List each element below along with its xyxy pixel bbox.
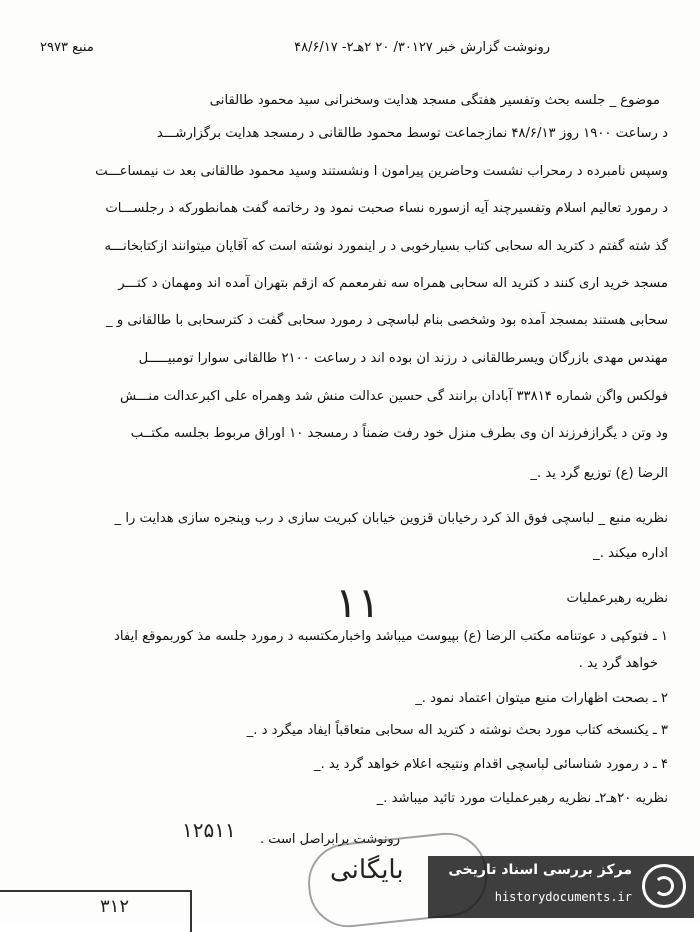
- watermark-text-fa: مرکز بررسی اسناد تاریخی: [448, 862, 632, 878]
- handwritten-mark: ۱۱: [335, 578, 381, 627]
- corner-box: [0, 890, 192, 932]
- body-line-4: گذ شته گفتم د کترید اله سحابی کتاب بسیارخوبی د ر اینمورد نوشته است که آقایان میتوانند ازکتابخانـــه: [104, 239, 668, 254]
- handwritten-number: ۱۲۵۱۱: [182, 818, 236, 842]
- conformity-note: رونوشت برابراصل است .: [259, 832, 400, 847]
- leadership-item-2: ۲ ـ بصحت اظهارات منبع میتوان اعتماد نمود ._: [415, 691, 668, 706]
- view-20-line: نظریه ۲۰هـ۲ـ نظریه رهبرعملیات مورد تائید میباشد ._: [376, 791, 668, 806]
- body-line-1: د رساعت ۱۹۰۰ روز ۴۸/۶/۱۳ نمازجماعت توسط محمود طالقانی د رمسجد هدایت برگزارشـــد: [156, 126, 668, 141]
- body-line-5: مسجد خرید اری کنند د کترید اله سحابی همراه سه نفرمعمم که ازقم بتهران آمده اند ومهمان د کتـــر: [118, 276, 668, 291]
- subject-line: موضوع _ جلسه بحث وتفسیر هفتگی مسجد هدایت وسخنرانی سید محمود طالقانی: [209, 93, 660, 108]
- watermark: [428, 856, 694, 918]
- archive-logo-icon: [642, 864, 686, 908]
- source-view-line-1: نظریه منبع _ لباسچی فوق الذ کرد رخیابان قزوین خیابان کبریت سازی د رب وپنجره سازی هدایت را _: [114, 511, 668, 526]
- leadership-heading: نظریه رهبرعملیات: [566, 591, 668, 606]
- body-line-3: د رمورد تعالیم اسلام وتفسیرچند آیه ازسوره نساء صحبت نمود ود رخاتمه گفت همانطورکه د رجلســـات: [105, 201, 668, 216]
- body-line-9: ود وتن د یگرازفرزند ان وی بطرف منزل خود رفت ضمناً د رمسجد ۱۰ اوراق مربوط بجلسه مکتــب: [130, 426, 668, 441]
- body-line-8: فولکس واگن شماره ۳۳۸۱۴ آبادان برانند گی حسین عدالت منش شد وهمراه علی اکبرعدالت منـــش: [120, 389, 668, 404]
- leadership-item-1-cont: خواهد گرد ید .: [578, 656, 658, 671]
- body-line-2: وسپس نامبرده د رمحراب نشست وحاضرین پیرامون ا ونشستند وسید محمود طالقانی بعد ت نیمساعـــت: [95, 164, 668, 179]
- leadership-item-1: ۱ ـ فتوکپی د عوتنامه مکتب الرضا (ع) بپیوست میباشد واخبارمکتسبه د رمورد جلسه مذ کوربموقع ایفاد: [114, 629, 668, 644]
- source-view-line-2: اداره میکند ._: [593, 546, 668, 561]
- body-line-7: مهندس مهدی بازرگان ویسرطالقانی د رزند ان بوده اند د رساعت ۲۱۰۰ طالقانی سوارا تومبیـــــل: [138, 351, 668, 366]
- report-reference: رونوشت گزارش خبر ۳۰۱۲۷/ ۲۰ ۲هـ۲- ۴۸/۶/۱۷: [294, 40, 550, 55]
- body-line-10: الرضا (ع) توزیع گرد ید ._: [530, 466, 668, 481]
- corner-number: ۳۱۲: [100, 896, 130, 917]
- source-number: منبع ۲۹۷۳: [40, 40, 94, 55]
- stamp-text: بایگانی: [330, 855, 404, 885]
- body-line-6: سحابی هستند بمسجد آمده بود وشخصی بنام لباسچی د رمورد سحابی گفت د کترسحابی با طالقانی و _: [106, 313, 668, 328]
- watermark-text-en: historydocuments.ir: [494, 890, 632, 904]
- leadership-item-4: ۴ ـ د رمورد شناسائی لباسچی اقدام ونتیجه اعلام خواهد گرد ید ._: [313, 757, 668, 772]
- leadership-item-3: ۳ ـ یکنسخه کتاب مورد بحث نوشته د کترید اله سحابی متعاقباً ایفاد میگرد د ._: [246, 723, 668, 738]
